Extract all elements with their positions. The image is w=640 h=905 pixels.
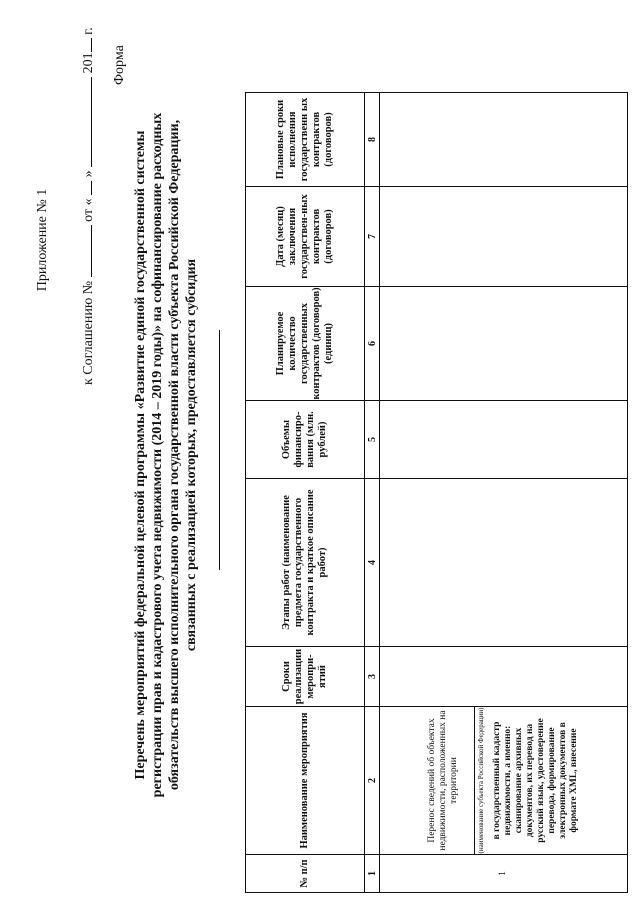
measure-name-intro: Перенос сведений об объектах недвижимости, расположенных на территории	[427, 710, 459, 851]
title-line: связанных с реализацией которых, предоставляется субсидия	[184, 258, 199, 652]
agreement-number-blank	[78, 225, 92, 277]
header-cell-measure-name: Наименование мероприятия	[246, 707, 365, 855]
agreement-prefix: к Соглашению №	[81, 280, 96, 385]
planned-deadlines-cell	[380, 93, 628, 187]
column-number-row	[365, 93, 380, 893]
contract-date-cell	[380, 187, 628, 287]
agreement-from: от «	[81, 198, 96, 222]
column-number: 7	[365, 187, 380, 287]
title-line: регистрации прав и кадастрового учета недвижимости (2014 – 2019 годы)» на софинансирование расходных	[150, 112, 165, 798]
column-number: 6	[365, 287, 380, 401]
header-cell-financing-volume: Объемы финансиро-вания (млн. рублей)	[246, 401, 365, 479]
appendix-label: Приложение № 1	[35, 188, 50, 292]
header-cell-number: № п/п	[246, 855, 365, 893]
financing-volume-cell	[380, 401, 628, 479]
agreement-day-blank	[78, 181, 92, 195]
column-number: 3	[365, 647, 380, 707]
column-number: 5	[365, 401, 380, 479]
header-cell-work-stages: Этапы работ (наименование предмета государственного контракта и краткое описание работ)	[246, 479, 365, 647]
document-title	[132, 65, 200, 845]
planned-contracts-cell	[380, 287, 628, 401]
header-cell-planned-deadlines: Плановые сроки исполнения государственн ых контрактов (договоров)	[246, 93, 365, 187]
measure-name-detail: в государственный кадастр недвижимости, а именно: сканирование архивных документов, их перевод на русский язык, удостоверение перевода, формирование электронных документов в формате XML, внесение	[492, 718, 579, 843]
column-number: 2	[365, 707, 380, 855]
table-row	[380, 93, 628, 893]
agreement-year: 201	[81, 52, 96, 74]
agreement-line	[78, 25, 98, 385]
agreement-year-suffix: г.	[81, 27, 96, 35]
row-number: 1	[380, 855, 628, 893]
measure-name-cell	[380, 707, 628, 855]
implementation-terms-cell	[380, 647, 628, 707]
work-stages-cell	[380, 479, 628, 647]
table-header-row	[246, 93, 365, 893]
header-cell-planned-contracts: Планируемое количество государственных контрактов (договоров) (единиц)	[246, 287, 365, 401]
measures-table	[245, 92, 628, 893]
title-underline	[219, 330, 220, 570]
agreement-month-blank	[78, 77, 92, 167]
agreement-quote-close: »	[81, 170, 96, 178]
subject-name-blank	[466, 707, 475, 854]
agreement-year-blank	[78, 38, 92, 52]
column-number: 4	[365, 479, 380, 647]
title-line: Перечень мероприятий федеральной целевой программы «Развитие единой государственной системы	[133, 130, 148, 780]
header-cell-contract-date: Дата (месяц) заключения государствен-ных контрактов (договоров)	[246, 187, 365, 287]
column-number: 1	[365, 855, 380, 893]
title-line: обязательств высшего исполнительного органа государственной власти субъекта Российской Федерации,	[167, 119, 182, 791]
form-label: Форма	[112, 45, 127, 85]
header-cell-implementation-terms: Сроки реализации меропри-ятий	[246, 647, 365, 707]
subject-name-caption: (наименование субъекта Российской Федерации)	[477, 707, 485, 854]
column-number: 8	[365, 93, 380, 187]
